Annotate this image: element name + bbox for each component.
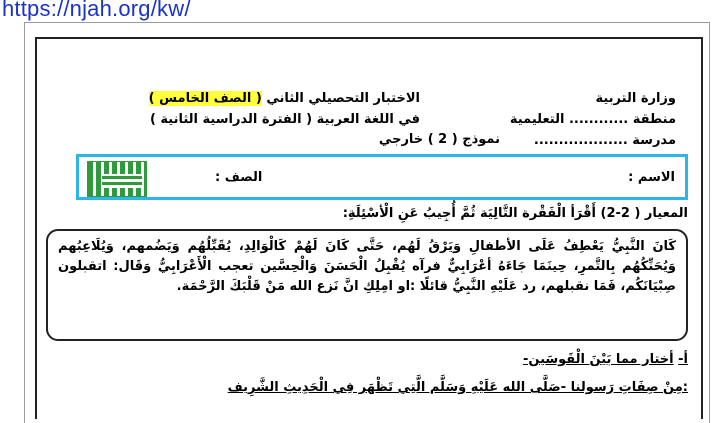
- section-a-heading: [388, 352, 688, 367]
- header-center-block: [110, 88, 420, 130]
- model-label: نموذج ( 2 ) خارجي: [378, 132, 500, 147]
- criterion-heading: المعيار ( 2-2) أَقْرَأ الْفَقْرة التَّالِيَة ثُمَّ أُجِيبُ عَنِ الْأسْئِلَةِ:: [342, 206, 688, 221]
- header-right-block: [476, 88, 676, 151]
- question-1-text: :مِنْ صِفَاتِ رَسولنا -صَلَّى الله عَلَيْهِ وَسَلَّم الَّتِي تَظْهَر فِي الْحَدِيثِ الشَّرِيف: [227, 380, 688, 395]
- grade-highlight: ( الصف الخامس ): [148, 91, 262, 106]
- section-a-prefix: أ-: [678, 352, 688, 367]
- question-1: [88, 380, 688, 395]
- name-label: الاسم :: [628, 170, 675, 185]
- logo-icon: [87, 161, 147, 197]
- page-url[interactable]: https://njah.org/kw/: [2, 0, 191, 21]
- exam-title-line: [110, 88, 420, 109]
- ministry-label: وزارة التربية: [595, 91, 676, 106]
- student-info-box: [76, 154, 688, 200]
- district-label: منطقة ............ التعليمية: [509, 112, 676, 127]
- exam-title: الاختبار التحصيلي الثاني: [266, 91, 420, 106]
- school-label: مدرسة ...................: [533, 133, 676, 148]
- subject-line: في اللغة العربية ( الفترة الدراسية الثانية ): [149, 112, 420, 127]
- class-label: الصف :: [215, 170, 263, 185]
- section-a-text: أختار مما بَيْنَ الْقَوسَين-: [522, 352, 674, 367]
- reading-passage: كَانَ النَّبِيُّ يَعْطِفُ عَلَى الأطفالِ وَيَرْقُ لَهُم، حَتَّى كَانَ لَهُمْ كَالْوَالِدِ، يُقَبِّلُهُم وَيَضُمهم، وَيُلَاعِبُهم وَيُحَنِّكُهُم بِالتَّمرِ، حِينَمَا جَاءَهُ أعْرَابِيٌّ فرآه يُقْبِلُ الْحَسَنَ وَالْحِسَّين تعجب الْأَعْرَابِيُّ وَقَال: اتقبلون صِبْيَانَكُم، فَمَا نقبلهم، رد عَلَيْهِ النَّبِيُّ قائلًا :او امِلِكِ انَّ نَزع الله مَنْ قَلْبَكَ الرَّحْمَة.: [46, 229, 688, 341]
